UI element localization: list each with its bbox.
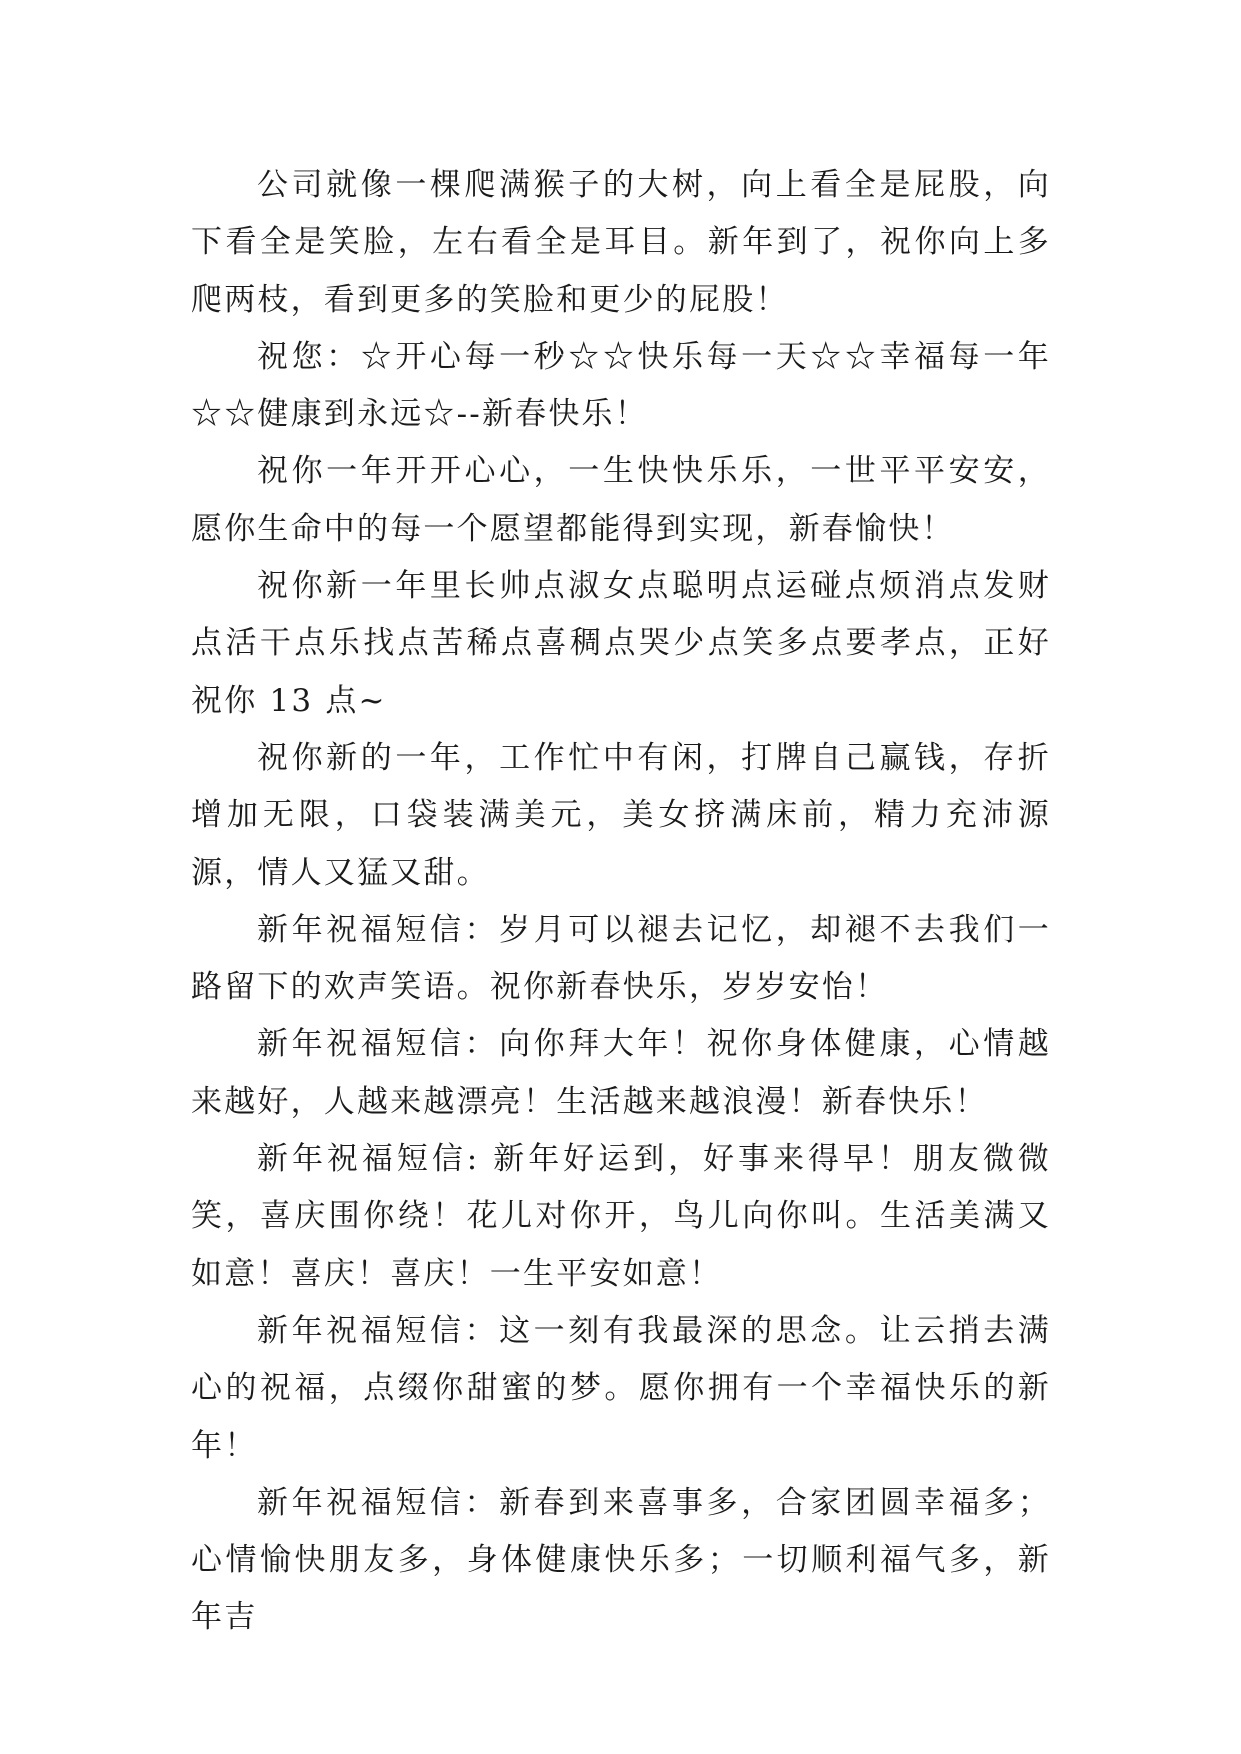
paragraph: 祝你一年开开心心，一生快快乐乐，一世平平安安，愿你生命中的每一个愿望都能得到实现，新春愉快！ [191,453,1051,547]
paragraph: 祝你新的一年，工作忙中有闲，打牌自己赢钱，存折增加无限，口袋装满美元，美女挤满床前，精力充沛源源，情人又猛又甜。 [191,739,1051,891]
paragraph: 祝你新一年里长帅点淑女点聪明点运碰点烦消点发财点活干点乐找点苦稀点喜稠点哭少点笑多点要孝点，正好祝你 13 点~ [191,568,1051,719]
document-body [191,157,1051,1647]
paragraph: 公司就像一棵爬满猴子的大树，向上看全是屁股，向下看全是笑脸，左右看全是耳目。新年到了，祝你向上多爬两枝，看到更多的笑脸和更少的屁股！ [191,167,1051,318]
paragraph: 新年祝福短信: 新年好运到，好事来得早！朋友微微笑，喜庆围你绕！花儿对你开，鸟儿向你叫。生活美满又如意！喜庆！喜庆！一生平安如意！ [191,1141,1051,1292]
paragraph: 新年祝福短信：这一刻有我最深的思念。让云捎去满心的祝福，点缀你甜蜜的梦。愿你拥有一个幸福快乐的新年！ [191,1312,1051,1464]
paragraph: 新年祝福短信：向你拜大年！祝你身体健康，心情越来越好，人越来越漂亮！生活越来越浪漫！新春快乐！ [191,1026,1051,1120]
paragraph: 新年祝福短信：岁月可以褪去记忆，却褪不去我们一路留下的欢声笑语。祝你新春快乐，岁岁安怡！ [191,911,1051,1006]
paragraph: 祝您：☆开心每一秒☆☆快乐每一天☆☆幸福每一年☆☆健康到永远☆--新春快乐！ [191,338,1051,433]
paragraph: 新年祝福短信：新春到来喜事多，合家团圆幸福多；心情愉快朋友多，身体健康快乐多；一切顺利福气多，新年吉 [191,1484,1051,1636]
